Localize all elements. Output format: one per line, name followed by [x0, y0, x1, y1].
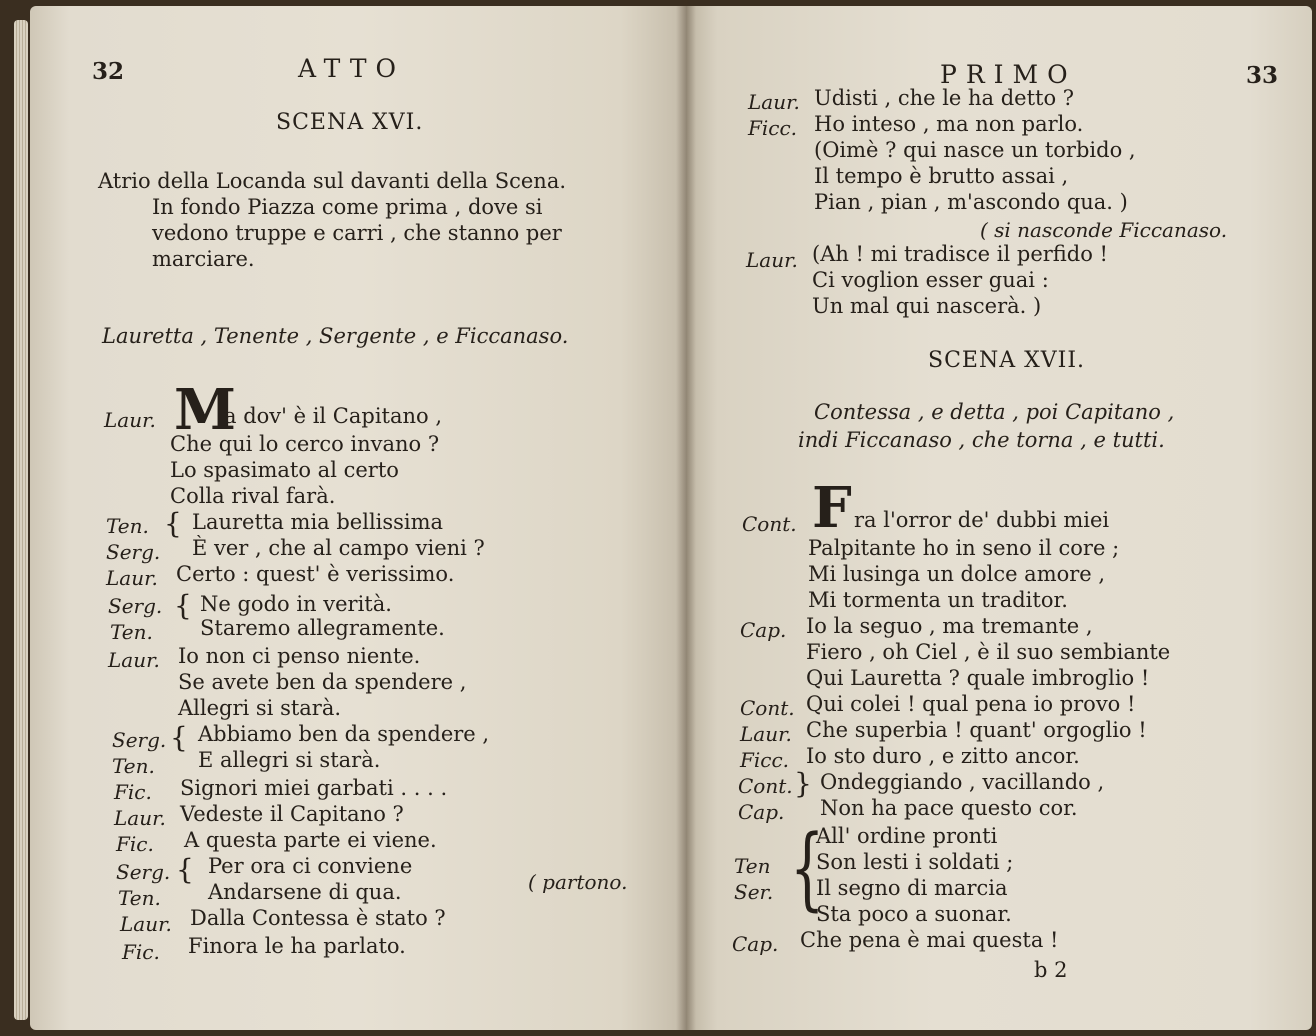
verse-line: (Ah ! mi tradisce il perfido !	[812, 242, 1108, 266]
verse-line: Son lesti i soldati ;	[816, 850, 1014, 874]
speaker: Laur.	[740, 722, 792, 746]
exit-direction: ( partono.	[528, 870, 628, 894]
book-gutter	[676, 0, 696, 1036]
verse-line: Ci voglion esser guai :	[812, 268, 1049, 292]
verse-line: All' ordine pronti	[816, 824, 998, 848]
verse-line: Se avete ben da spendere ,	[178, 670, 467, 694]
speaker: Laur.	[106, 566, 158, 590]
verse-line: E allegri si starà.	[198, 748, 381, 772]
running-head: PRIMO	[940, 60, 1077, 89]
speaker: Serg.	[112, 728, 167, 752]
speaker: Ficc.	[748, 116, 798, 140]
stage-direction-line: vedono truppe e carri , che stanno per	[152, 221, 562, 245]
speaker: Fic.	[114, 780, 152, 804]
brace: {	[174, 589, 192, 622]
verse-line: Ne godo in verità.	[200, 592, 392, 616]
brace: {	[176, 853, 194, 886]
speaker: Cap.	[732, 932, 779, 956]
verse-line: Mi tormenta un traditor.	[808, 588, 1068, 612]
left-page	[30, 6, 686, 1030]
page-number: 33	[1246, 62, 1279, 89]
speaker: Ficc.	[740, 748, 790, 772]
brace: }	[794, 767, 812, 800]
verse-line: Mi lusinga un dolce amore ,	[808, 562, 1106, 586]
verse-line: Certo : quest' è verissimo.	[176, 562, 455, 586]
verse-line: ra l'orror de' dubbi miei	[854, 508, 1110, 532]
verse-line: È ver , che al campo vieni ?	[192, 536, 485, 560]
brace: {	[790, 816, 825, 921]
verse-line: a dov' è il Capitano ,	[224, 404, 443, 428]
verse-line: (Oimè ? qui nasce un torbido ,	[814, 138, 1136, 162]
verse-line: Allegri si starà.	[178, 696, 342, 720]
speaker: Serg.	[116, 860, 171, 884]
verse-line: Finora le ha parlato.	[188, 934, 406, 958]
speaker: Ten	[734, 854, 771, 878]
speaker: Serg.	[108, 594, 163, 618]
verse-line: Il segno di marcia	[816, 876, 1008, 900]
verse-line: Lo spasimato al certo	[170, 458, 399, 482]
stage-direction-line: marciare.	[152, 247, 255, 271]
verse-line: Che superbia ! quant' orgoglio !	[806, 718, 1147, 742]
stage-direction: ( si nasconde Ficcanaso.	[980, 218, 1228, 242]
speaker: Cont.	[738, 774, 793, 798]
speaker: Fic.	[122, 940, 160, 964]
scene-title: SCENA XVII.	[928, 348, 1086, 373]
speaker: Ten.	[118, 886, 161, 910]
verse-line: Lauretta mia bellissima	[192, 510, 444, 534]
verse-line: Il tempo è brutto assai ,	[814, 164, 1069, 188]
page-number: 32	[92, 58, 125, 85]
signature-mark: b 2	[1034, 958, 1068, 982]
verse-line: Colla rival farà.	[170, 484, 336, 508]
speaker: Laur.	[748, 90, 800, 114]
characters-list: Contessa , e detta , poi Capitano ,	[814, 400, 1175, 424]
speaker: Cont.	[740, 696, 795, 720]
stage-direction-line: In fondo Piazza come prima , dove si	[152, 195, 543, 219]
verse-line: Dalla Contessa è stato ?	[190, 906, 446, 930]
speaker: Laur.	[114, 806, 166, 830]
speaker: Fic.	[116, 832, 154, 856]
scene-title: SCENA XVI.	[276, 110, 424, 135]
verse-line: Qui Lauretta ? quale imbroglio !	[806, 666, 1150, 690]
verse-line: Palpitante ho in seno il core ;	[808, 536, 1120, 560]
verse-line: Sta poco a suonar.	[816, 902, 1012, 926]
speaker: Laur.	[104, 408, 156, 432]
speaker: Laur.	[108, 648, 160, 672]
speaker: Serg.	[106, 540, 161, 564]
verse-line: Io non ci penso niente.	[178, 644, 421, 668]
verse-line: Io la seguo , ma tremante ,	[806, 614, 1093, 638]
drop-cap: M	[174, 377, 236, 443]
verse-line: Signori miei garbati . . . .	[180, 776, 448, 800]
running-head: ATTO	[298, 54, 405, 83]
speaker: Ten.	[110, 620, 153, 644]
drop-cap: F	[812, 475, 852, 541]
speaker: Laur.	[120, 912, 172, 936]
verse-line: Vedeste il Capitano ?	[180, 802, 404, 826]
characters-list: indi Ficcanaso , che torna , e tutti.	[798, 428, 1165, 452]
speaker: Cap.	[738, 800, 785, 824]
page-edges	[14, 20, 28, 1020]
verse-line: A questa parte ei viene.	[184, 828, 437, 852]
stage-direction-line: Atrio della Locanda sul davanti della Scena.	[98, 169, 567, 193]
verse-line: Che pena è mai questa !	[800, 928, 1059, 952]
speaker: Cont.	[742, 512, 797, 536]
speaker: Ser.	[734, 880, 774, 904]
speaker: Ten.	[112, 754, 155, 778]
speaker: Laur.	[746, 248, 798, 272]
verse-line: Staremo allegramente.	[200, 616, 445, 640]
verse-line: Che qui lo cerco invano ?	[170, 432, 440, 456]
verse-line: Non ha pace questo cor.	[820, 796, 1078, 820]
verse-line: Udisti , che le ha detto ?	[814, 86, 1075, 110]
verse-line: Abbiamo ben da spendere ,	[198, 722, 490, 746]
verse-line: Ondeggiando , vacillando ,	[820, 770, 1105, 794]
right-page	[686, 6, 1312, 1030]
speaker: Ten.	[106, 514, 149, 538]
verse-line: Pian , pian , m'ascondo qua. )	[814, 190, 1128, 214]
verse-line: Io sto duro , e zitto ancor.	[806, 744, 1080, 768]
brace: {	[170, 721, 188, 754]
verse-line: Andarsene di qua.	[208, 880, 402, 904]
characters-list: Lauretta , Tenente , Sergente , e Ficcanaso.	[102, 324, 569, 348]
verse-line: Fiero , oh Ciel , è il suo sembiante	[806, 640, 1171, 664]
verse-line: Un mal qui nascerà. )	[812, 294, 1042, 318]
speaker: Cap.	[740, 618, 787, 642]
verse-line: Ho inteso , ma non parlo.	[814, 112, 1084, 136]
brace: {	[164, 507, 182, 540]
verse-line: Per ora ci conviene	[208, 854, 413, 878]
verse-line: Qui colei ! qual pena io provo !	[806, 692, 1136, 716]
